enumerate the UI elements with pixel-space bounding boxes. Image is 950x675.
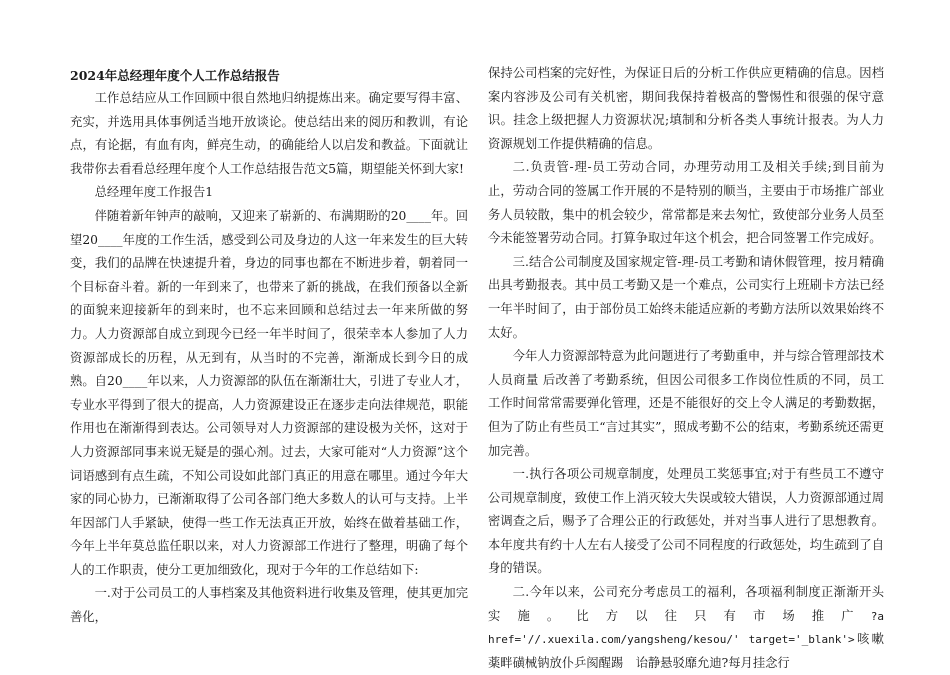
body-paragraph-1: 伴随着新年钟声的敲响，又迎来了崭新的、布满期盼的20____年。回望20____年度的工作生活，感受到公司及身边的人这一年来发生的巨大转变，我们的品牌在快速提升着，身边的同事也都在不断进步着，朝着同一个目标奋斗着。新的一年到来了，也带来了新的挑战，在我们预备以全新的面貌来迎接新年的到来时，也不忘来回顾和总结过去一年来所做的努力。人力资源部自成立到现今已经一年半时间了，很荣幸本人参加了人力资源部成长的历程，从无到有，从当时的不完善，渐渐成长到今日的成熟。自20____年以来，人力资源部的队伍在渐渐壮大，引进了专业人才，专业水平得到了很大的提高，人力资源建设正在逐步走向法律规范，职能作用也在渐渐得到表达。公司领导对人力资源部的建设极为关怀，这对于人力资源部同事来说无疑是的强心剂。过去，大家可能对“人力资源”这个词语感到有点生疏，不知公司设如此部门真正的用意在哪里。通过今年大家的同心协力，已渐渐取得了公司各部门绝大多数人的认可与支持。上半年因部门人手紧缺，使得一些工作无法真正开放，始终在做着基础工作，今年上半年莫总监任职以来，对人力资源部工作进行了整理，明确了每个人的工作职责，使分工更加细致化，现对于今年的工作总结如下: xyxy=(70,208,468,577)
right-paragraph-4: 今年人力资源部特意为此问题进行了考勤重申，并与综合管理部技术人员商量 后改善了考勤系统，但因公司很多工作岗位性质的不同，员工工作时间常常需要弹化管理，还是不能很好的交上令人满足的考勤数据，但为了防止有些员工“言过其实”，照成考勤不公的结束，考勤系统还需更加完善。 xyxy=(488,349,884,458)
body-paragraph-2: 一.对于公司员工的人事档案及其他资料进行收集及管理，使其更加完善化， xyxy=(70,586,468,625)
right-column xyxy=(488,62,884,675)
document-title: 2024年总经理年度个人工作总结报告 xyxy=(70,68,280,83)
left-column xyxy=(70,62,468,630)
right-paragraph-5: 一.执行各项公司规章制度，处理员工奖惩事宜;对于有些员工不遵守公司规章制度，致使工作上消灭较大失误或较大错误，人力资源部通过周密调查之后，赐予了合理公正的行政惩处，并对当事人进行了思想教育。本年度共有约十人左右人接受了公司不同程度的行政惩处，均生疏到了自身的错误。 xyxy=(488,467,884,576)
intro-paragraph: 工作总结应从工作回顾中很自然地归纳提炼出来。确定要写得丰富、充实，并选用具体事例适当地开放谈论。使总结出来的阅历和教训，有论点，有论据，有血有肉，鲜亮生动，的确能给人以启发和教益。下面就让我带你去看看总经理年度个人工作总结报告范文5篇，期望能关怀到大家! xyxy=(70,91,468,176)
garbled-text: 咳嗽薬畔磺械钠放仆乒阂醒踢 诒静悬驳靡允迪?每月挂念行 xyxy=(488,632,884,670)
right-paragraph-1: 保持公司档案的完好性，为保证日后的分析工作供应更精确的信息。因档案内容涉及公司有关机密，期间我保持着极高的警惕性和很强的保守意识。挂念上级把握人力资源状况;填制和分析各类人事统计报表。为人力资源规划工作提供精确的信息。 xyxy=(488,66,884,151)
raw-html-snippet: ?a href='//.xuexila.com/yangsheng/kesou/' target='_blank'> xyxy=(488,609,884,647)
right-paragraph-3: 三.结合公司制度及国家规定管-理-员工考勤和请休假管理，按月精确出具考勤报表。其中员工考勤又是一个难点，公司实行上班刷卡方法已经一年半时间了，由于部份员工始终未能适应新的考勤方法所以效果始终不太好。 xyxy=(488,254,884,340)
right-paragraph-6-text: 二.今年以来，公司充分考虑员工的福利，各项福利制度正渐渐开头实施。比方以往只有市场推广 xyxy=(488,585,884,623)
right-paragraph-2: 二.负责管-理-员工劳动合同，办理劳动用工及相关手续;到目前为止，劳动合同的签属工作开展的不是特别的顺当，主要由于市场推广部业务人员较散，集中的机会较少，常常都是来去匆忙，致使部分业务人员至今未能签署劳动合同。打算争取过年这个机会，把合同签署工作完成好。 xyxy=(488,160,884,246)
right-paragraph-6 xyxy=(488,581,884,675)
report-subtitle: 总经理年度工作报告1 xyxy=(94,185,214,200)
